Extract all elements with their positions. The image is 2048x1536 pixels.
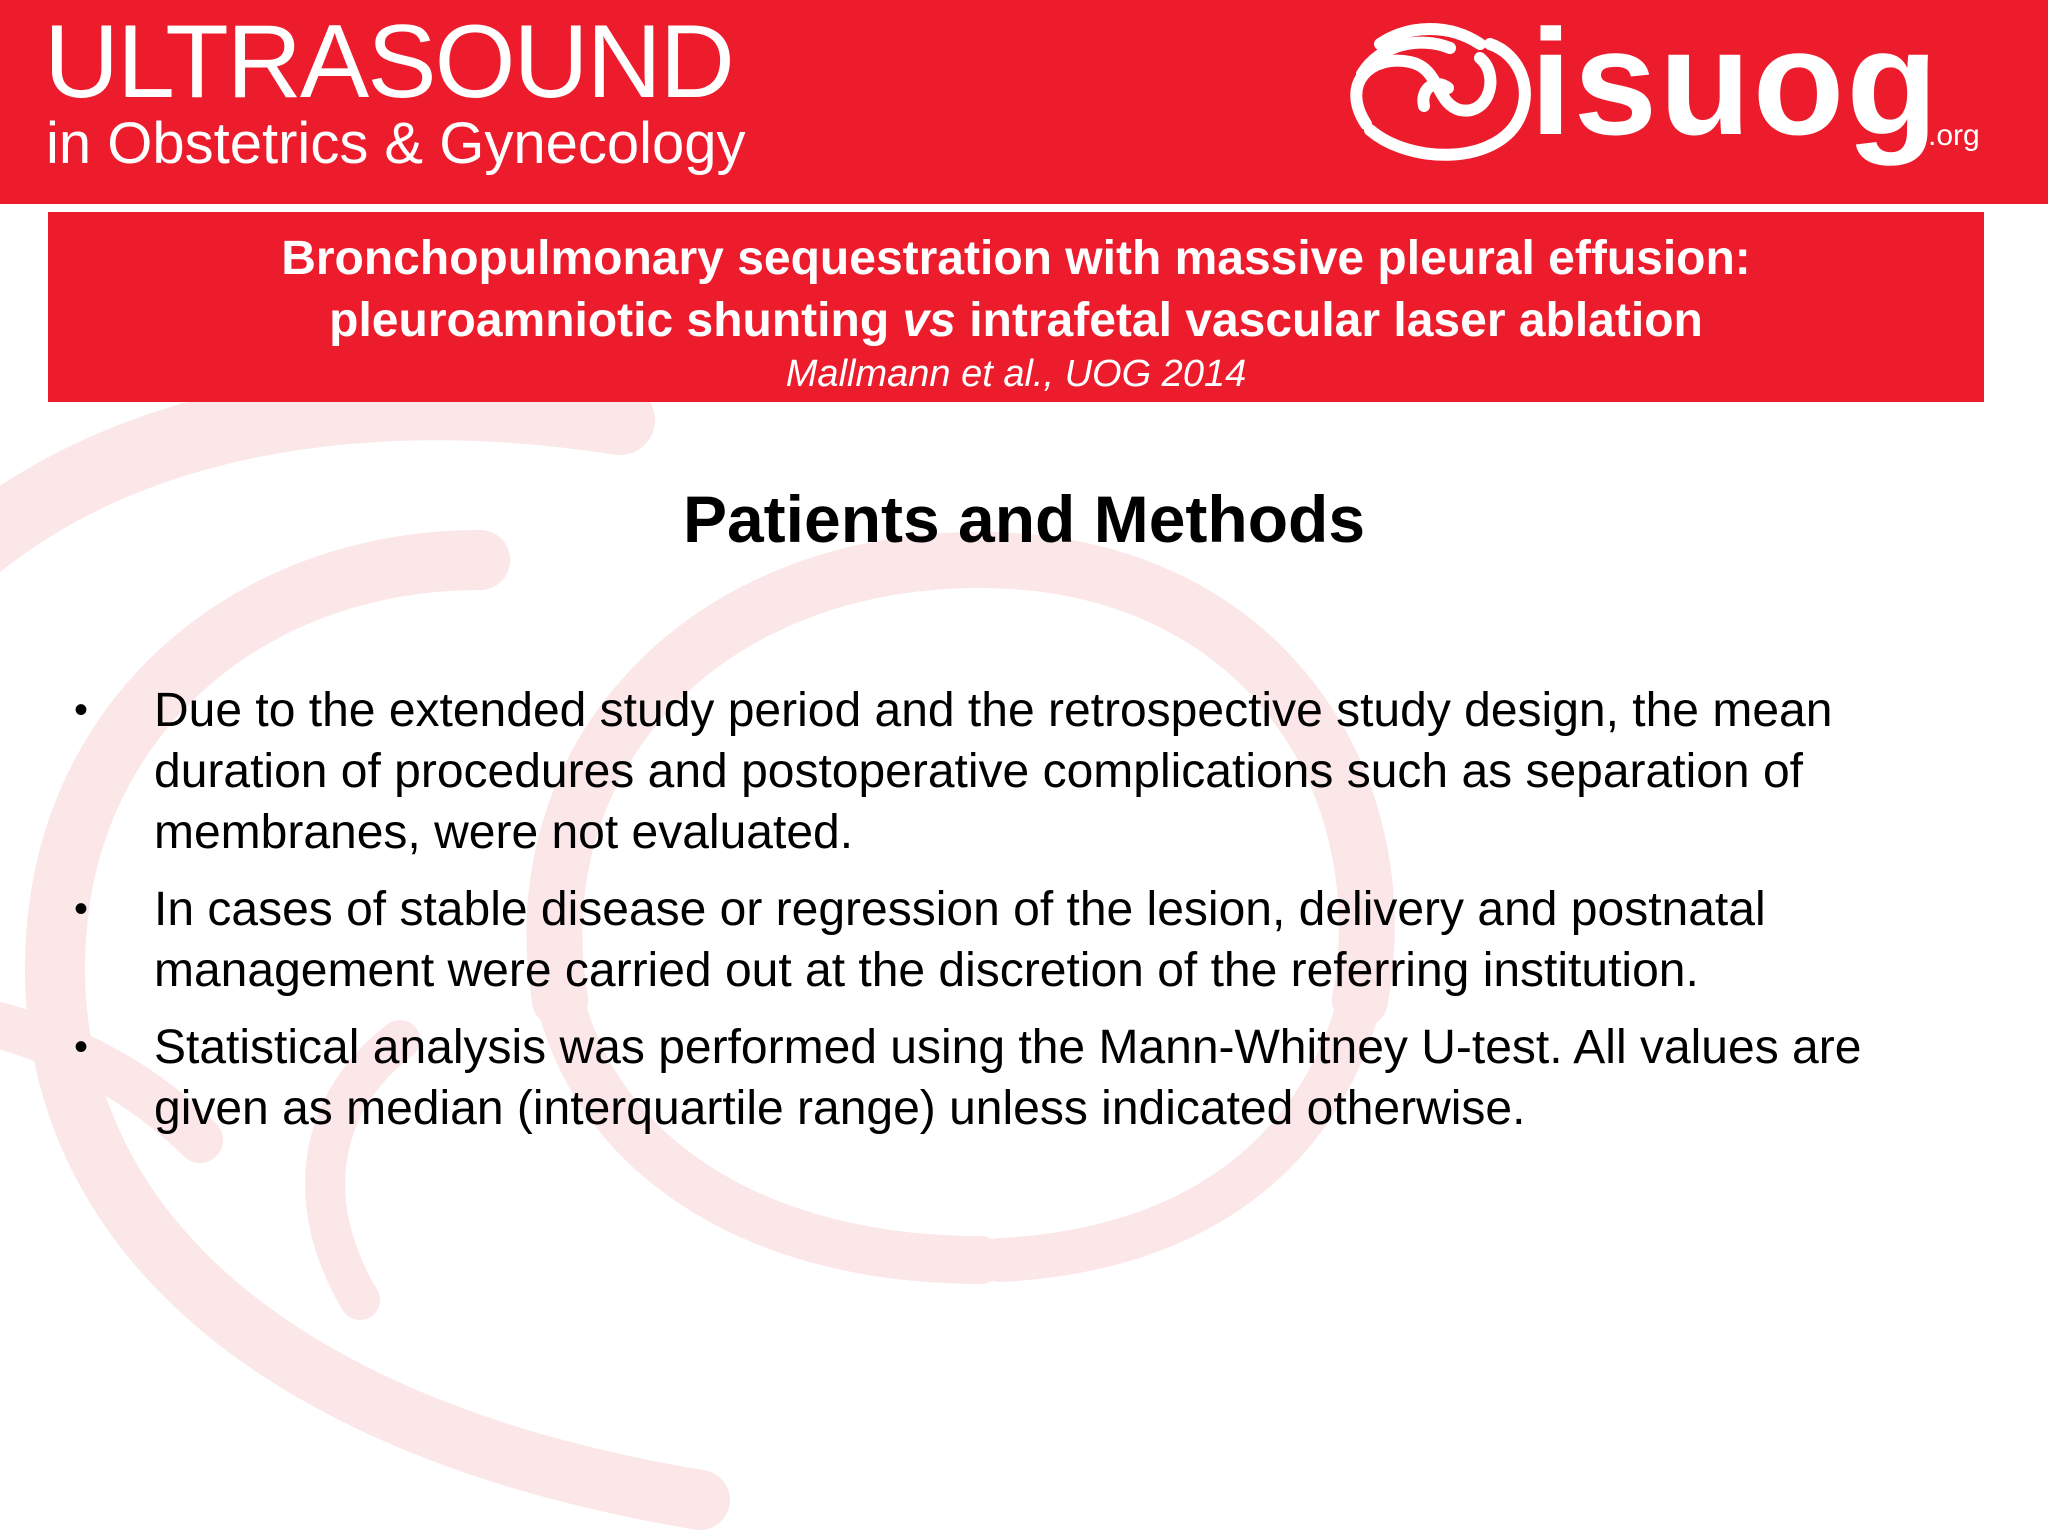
journal-title: ULTRASOUND	[44, 4, 733, 120]
article-title-vs: vs	[902, 294, 956, 347]
bullet-text: In cases of stable disease or regression of the lesion, delivery and postnatal management were carried out at the discretion of the referring institution.	[154, 883, 1766, 997]
bullet-marker: •	[74, 688, 89, 732]
article-title-box	[48, 212, 1984, 402]
brand-name: isuog	[1530, 0, 1940, 166]
article-title-line-1: Bronchopulmonary sequestration with massive pleural effusion:	[281, 232, 1751, 285]
journal-subtitle: in Obstetrics & Gynecology	[46, 111, 746, 176]
bullet-marker: •	[74, 887, 89, 931]
brand-suffix: .org	[1928, 119, 1980, 152]
article-title-line-2-end: intrafetal vascular laser ablation	[955, 294, 1703, 347]
article-citation: Mallmann et al., UOG 2014	[785, 353, 1247, 395]
article-title-line-2-start: pleuroamniotic shunting	[329, 294, 903, 347]
header-band	[0, 0, 2048, 204]
bullet-item	[0, 1017, 2048, 1139]
section-heading: Patients and Methods	[682, 482, 1366, 556]
bullet-text: Statistical analysis was performed using the Mann-Whitney U-test. All values are given as median (interquartile range) unless indicated otherwise.	[154, 1021, 1862, 1135]
bullet-item	[0, 879, 2048, 1001]
isuog-swirl-logo-icon	[1340, 14, 1540, 174]
bullet-list	[0, 680, 2048, 1155]
bullet-item	[0, 680, 2048, 863]
article-title-line-2	[48, 290, 1984, 352]
bullet-marker: •	[74, 1025, 89, 1069]
bullet-text: Due to the extended study period and the retrospective study design, the mean duration of procedures and postoperative complications such as separation of membranes, were not evaluated.	[154, 684, 1833, 859]
